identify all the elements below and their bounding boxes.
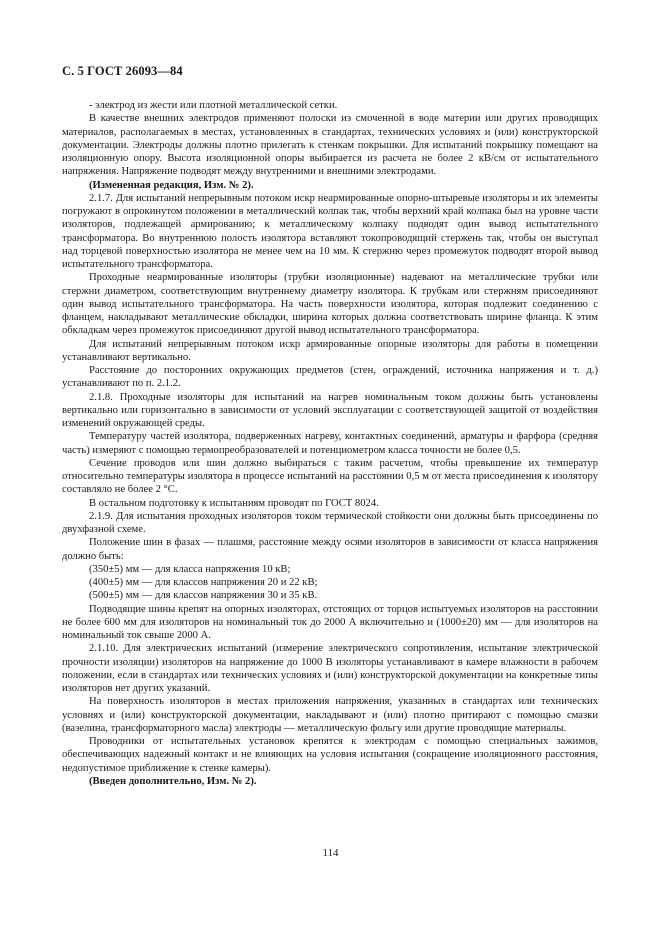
list-item: (350±5) мм — для класса напряжения 10 кВ; xyxy=(89,563,291,575)
paragraph: Положение шин в фазах — плашмя, расстояние между осями изоляторов в зависимости от класса напряжения должно быть: xyxy=(62,537,598,562)
paragraph: 2.1.7. Для испытаний непрерывным потоком искр неармированные опорно-штыревые изоляторы и их элементы погружают в опрокинутом положении в металлический колпак так, чтобы верхний край колпака был на уровне части изоляторов, подлежащей армированию; к металлическому колпаку подводят один вывод испытательного трансформатора. Во внутреннюю полость изолятора вставляют токопроводящий стержень так, чтобы он выступал над торцевой поверхностью изолятора не менее чем на 10 мм. К стержню через промежуток подводят второй вывод испытательного трансформатора. xyxy=(62,192,598,270)
paragraph: В качестве внешних электродов применяют полоски из смоченной в воде материи или других проводящих материалов, располагаемых в местах, установленных в стандартах, технических условиях и (или) конструкторской документации. Электроды должны плотно прилегать к стенкам покрышки. Для испытаний покрышку помещают на изоляционную опору. Высота изоляционной опоры выбирается из расчета не более 2 кВ/см от испытательного напряжения. Напряжение подводят между внутренними и внешними электродами. xyxy=(62,113,598,178)
paragraph: Для испытаний непрерывным потоком искр армированные опорные изоляторы для работы в помещении устанавливают вертикально. xyxy=(62,338,598,363)
paragraph: В остальном подготовку к испытаниям проводят по ГОСТ 8024. xyxy=(89,497,379,509)
paragraph: 2.1.10. Для электрических испытаний (измерение электрического сопротивления, испытание электрической прочности изоляции) изоляторов на напряжение до 1000 В изоляторы устанавливают в камере влажности в рабочем положении, если в стандартах или технических условиях и (или) конструкторской документации на конкретные типы изоляторов нет других указаний. xyxy=(62,643,598,694)
list-item: (400±5) мм — для классов напряжения 20 и 22 кВ; xyxy=(89,577,318,588)
page-number: 114 xyxy=(322,847,339,859)
paragraph: 2.1.9. Для испытания проходных изоляторов током термической стойкости они должны быть присоединены по двухфазной схеме. xyxy=(62,510,598,535)
paragraph: Подводящие шины крепят на опорных изоляторах, отстоящих от торцов испытуемых изоляторов на расстоянии не более 600 мм для изоляторов на номинальный ток до 2000 А включительно и (1000±20) мм — для изоляторов на номинальный ток свыше 2000 А. xyxy=(62,603,598,641)
paragraph: Температуру частей изолятора, подверженных нагреву, контактных соединений, арматуры и фарфора (средняя часть) измеряют с помощью термопреобразователей и потенциометром класса точности не более 0,5. xyxy=(62,431,598,456)
paragraph: На поверхность изоляторов в местах приложения напряжения, указанных в стандартах или технических условиях и (или) конструкторской документации, накладывают и (или) плотно притирают с помощью смазки (вазелина, трансформаторного масла) электроды — металлическую фольгу или другие проводящие материалы. xyxy=(62,696,598,734)
page-header: С. 5 ГОСТ 26093—84 xyxy=(62,64,183,78)
paragraph: Сечение проводов или шин должно выбираться с таким расчетом, чтобы превышение их температур относительно температуры изолятора в процессе испытаний на расстоянии 0,5 м от места присоединения к изолятору составляло не более 2 °С. xyxy=(62,457,598,496)
paragraph: Проводники от испытательных установок крепятся к электродам с помощью специальных зажимов, обеспечивающих надежный контакт и не влияющих на условия испытания (сокращение изоляционного расстояния, недопустимое приближение к стенке камеры). xyxy=(62,736,598,774)
paragraph: 2.1.8. Проходные изоляторы для испытаний на нагрев номинальным током должны быть установлены вертикально или горизонтально в зависимости от условий эксплуатации с соответствующей защитой от воздействия изменений окружающей среды. xyxy=(62,391,598,429)
amendment-note: (Введен дополнительно, Изм. № 2). xyxy=(89,775,257,787)
paragraph: - электрод из жести или плотной металлической сетки. xyxy=(89,100,338,111)
amendment-note: (Измененная редакция, Изм. № 2). xyxy=(89,179,254,191)
paragraph: Расстояние до посторонних окружающих предметов (стен, ограждений, источника напряжения и т. д.) устанавливают по п. 2.1.2. xyxy=(62,365,598,390)
paragraph: Проходные неармированные изоляторы (трубки изоляционные) надевают на металлические трубки или стержни диаметром, соответствующим внутреннему диаметру изолятора. К трубкам или стержням присоединяют один вывод испытательного трансформатора. На часть поверхности изолятора, которая подлежит соединению с фланцем, накладывают металлические обкладки, ширина которых должна соответствовать ширине фланца. К этим обкладкам через промежуток присоединяют другой вывод испытательного трансформатора. xyxy=(62,272,598,337)
list-item: (500±5) мм — для классов напряжения 30 и 35 кВ. xyxy=(89,590,318,602)
document-body xyxy=(62,99,598,788)
